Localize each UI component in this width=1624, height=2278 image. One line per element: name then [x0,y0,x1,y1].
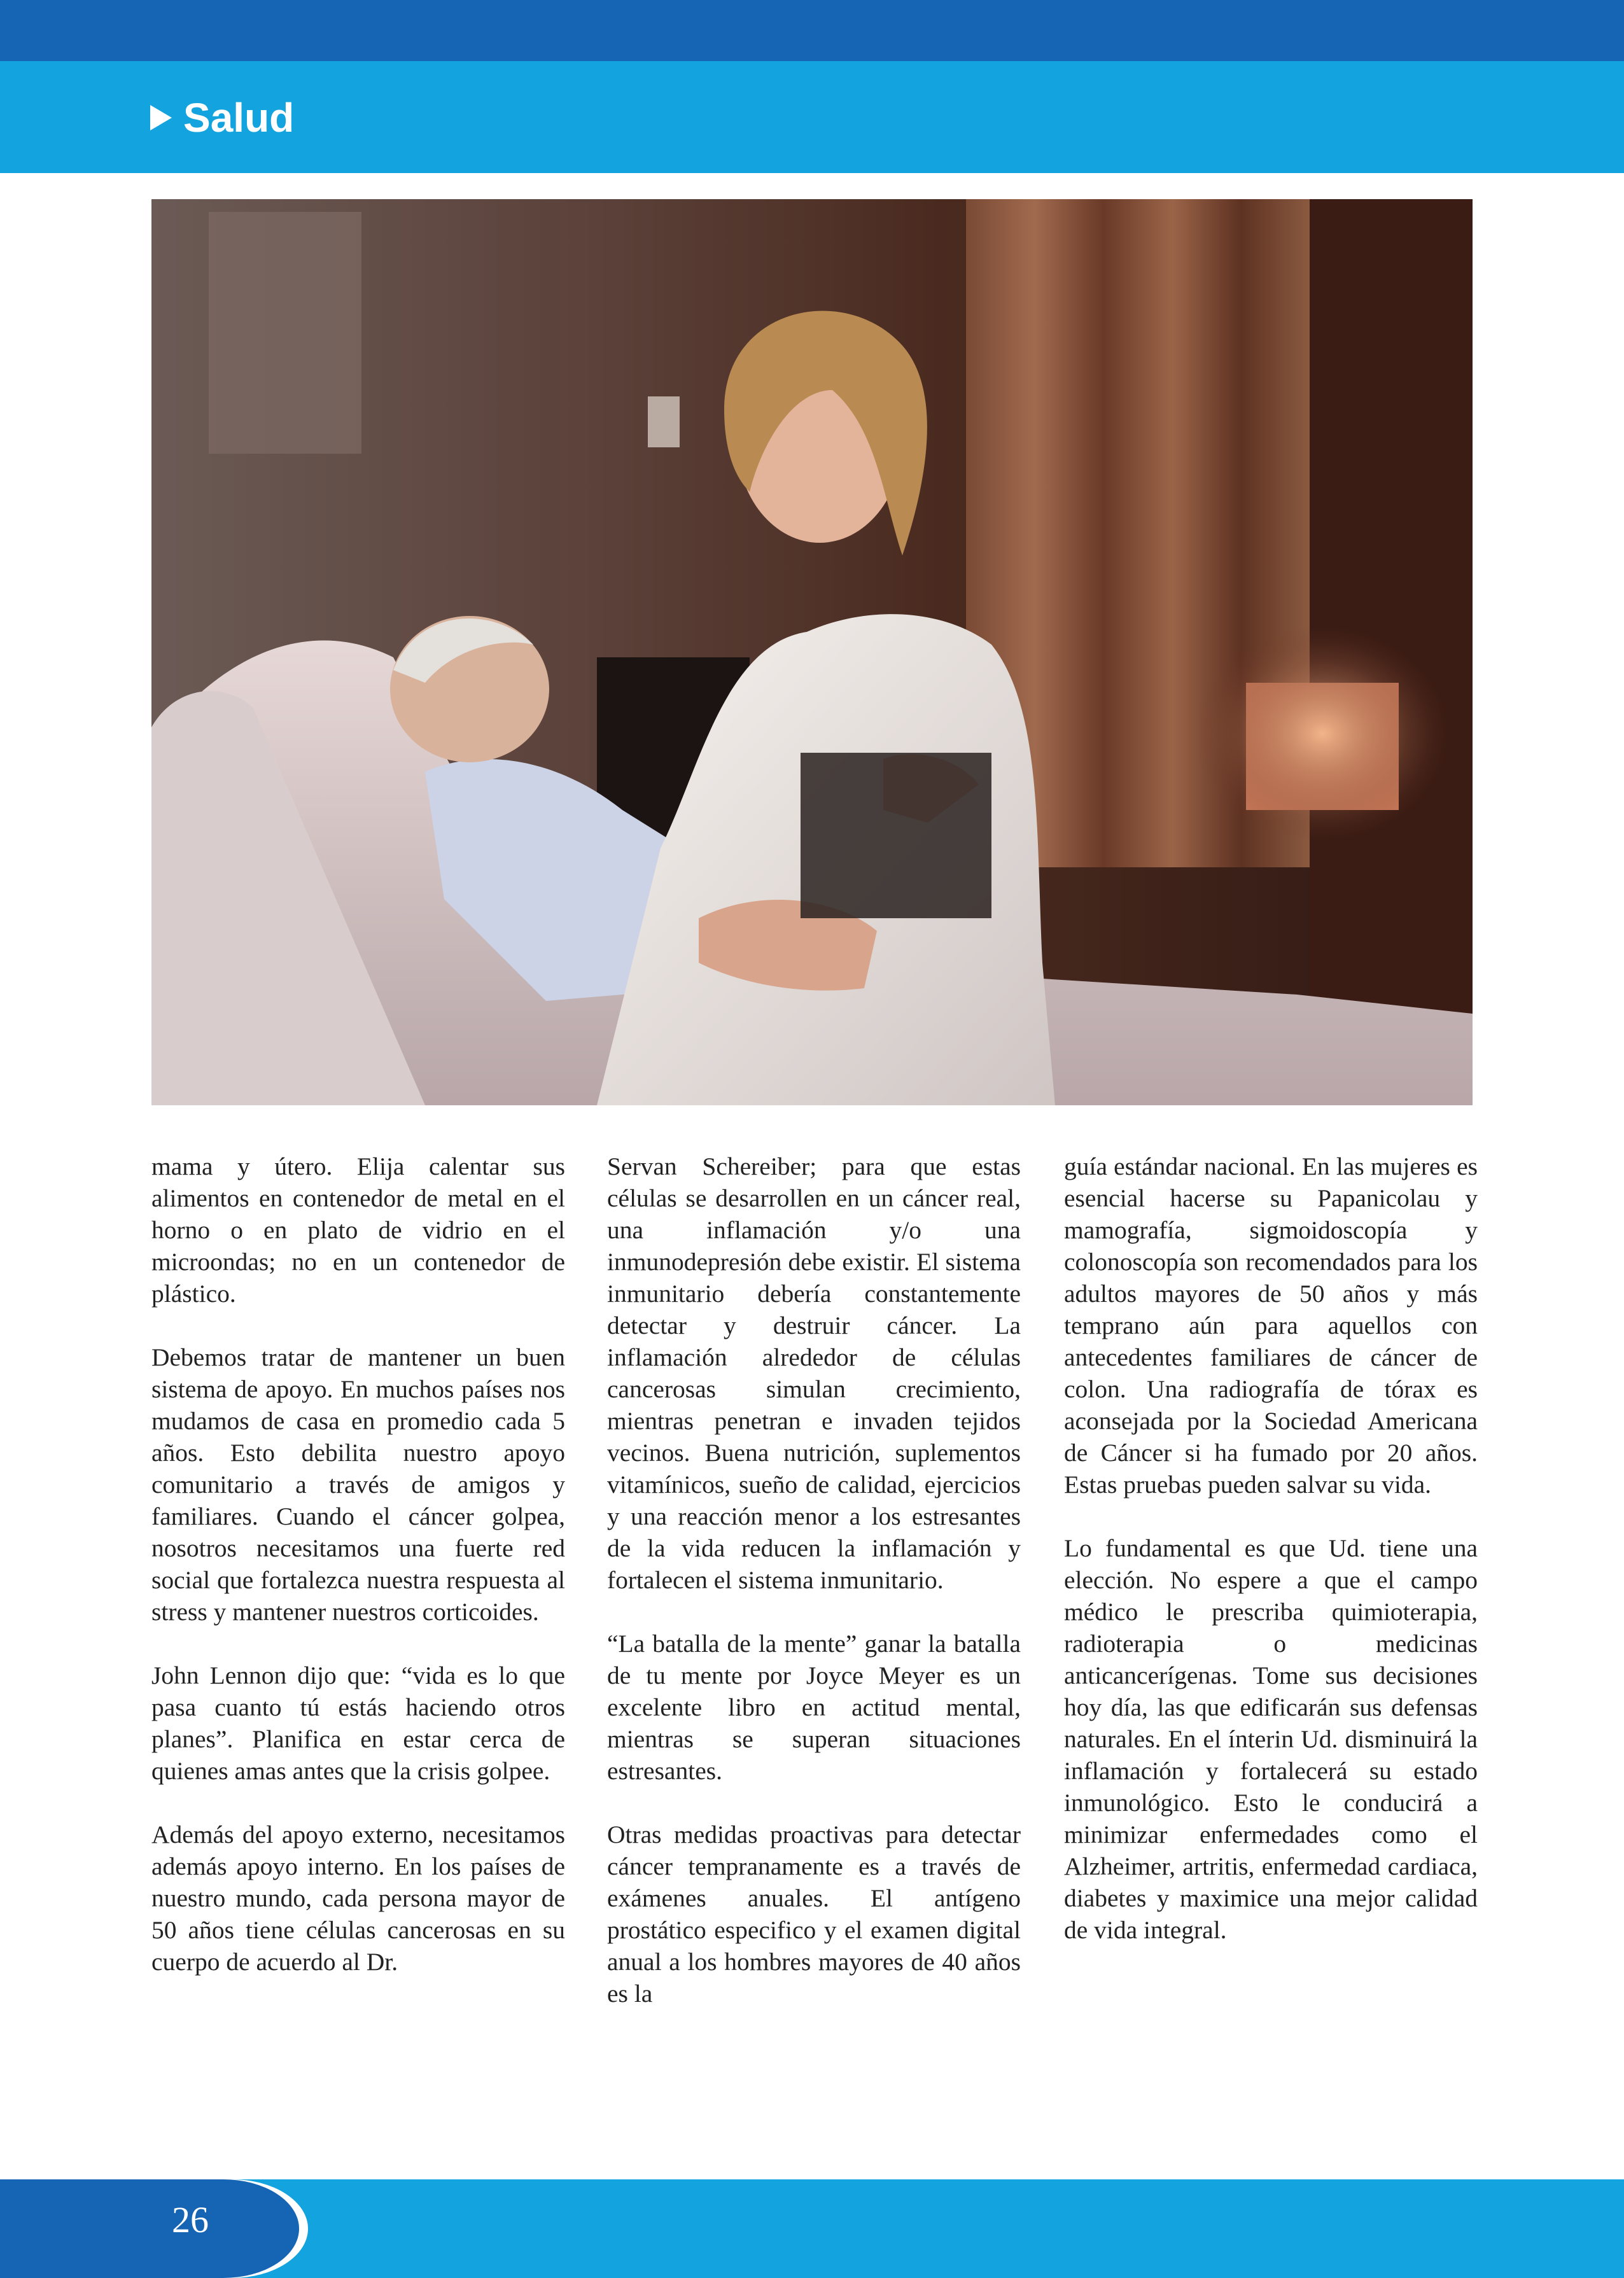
paragraph: Servan Schereiber; para que estas células se desarrollen en un cáncer real, una inflamación y/o una inmunodepresión debe existir. El sistema inmunitario debería constantemente detectar y destruir cáncer. La inflamación alrededor de células cancerosas simulan crecimiento, mientras penetran e invaden tejidos vecinos. Buena nutrición, suplementos vitamínicos, sueño de calidad, ejercicios y una reacción menor a los estresantes de la vida reducen la inflamación y fortalecen el sistema inmunitario. [607,1152,1021,1594]
paragraph: John Lennon dijo que: “vida es lo que pasa cuanto tú estás haciendo otros planes”. Planifica en estar cerca de quienes amas antes que la crisis golpee. [151,1661,565,1785]
page-number: 26 [172,2198,209,2240]
section-title [150,89,294,146]
paragraph: Debemos tratar de mantener un buen sistema de apoyo. En muchos países nos mudamos de casa en promedio cada 5 años. Esto debilita nuestro apoyo comunitario a través de amigos y familiares. Cuando el cáncer golpea, nosotros necesitamos una fuerte red social que fortalezca nuestra respuesta al stress y mantener nuestros corticoides. [151,1343,565,1626]
article-photo [151,199,1473,1105]
top-header-band [0,0,1624,61]
text-column-1 [151,1150,565,1978]
text-column-2 [607,1150,1021,2009]
section-title-text: Salud [183,95,295,141]
paragraph: “La batalla de la mente” ganar la batalla de tu mente por Joyce Meyer es un excelente libro en actitud mental, mientras se superan situaciones estresantes. [607,1630,1021,1785]
paragraph: Otras medidas proactivas para detectar cáncer tempranamente es a través de exámenes anuales. El antígeno prostático especifico y el examen digital anual a los hombres mayores de 40 años es la [607,1820,1021,2008]
article-body [0,1150,1624,2118]
text-column-3 [1064,1150,1478,1946]
paragraph: Además del apoyo externo, necesitamos además apoyo interno. En los países de nuestro mundo, cada persona mayor de 50 años tiene células cancerosas en su cuerpo de acuerdo al Dr. [151,1820,565,1976]
paragraph: guía estándar nacional. En las mujeres es esencial hacerse su Papanicolau y mamografía, sigmoidoscopía y colonoscopía son recomendados para los adultos mayores de 50 años y más temprano aún para aquellos con antecedentes familiares de cáncer de colon. Una radiografía de tórax es aconsejada por la Sociedad Americana de Cáncer si ha fumado por 20 años. Estas pruebas pueden salvar su vida. [1064,1152,1478,1499]
doctor-visiting-patient-photo [151,199,1473,1105]
triangle-arrow-icon [150,105,172,130]
page-number-tab [0,2179,299,2278]
paragraph: mama y útero. Elija calentar sus alimentos en contenedor de metal en el horno o en plato de vidrio en el microondas; no en un contenedor de plástico. [151,1152,565,1308]
paragraph: Lo fundamental es que Ud. tiene una elección. No espere a que el campo médico le prescriba quimioterapia, radioterapia o medicinas anticancerígenas. Tome sus decisiones hoy día, las que edificarán sus defensas naturales. En el ínterin Ud. disminuirá la inflamación y fortalecerá su estado inmunológico. Esto le conducirá a minimizar enfermedades como el Alzheimer, artritis, enfermedad cardiaca, diabetes y maximice una mejor calidad de vida integral. [1064,1534,1478,1944]
